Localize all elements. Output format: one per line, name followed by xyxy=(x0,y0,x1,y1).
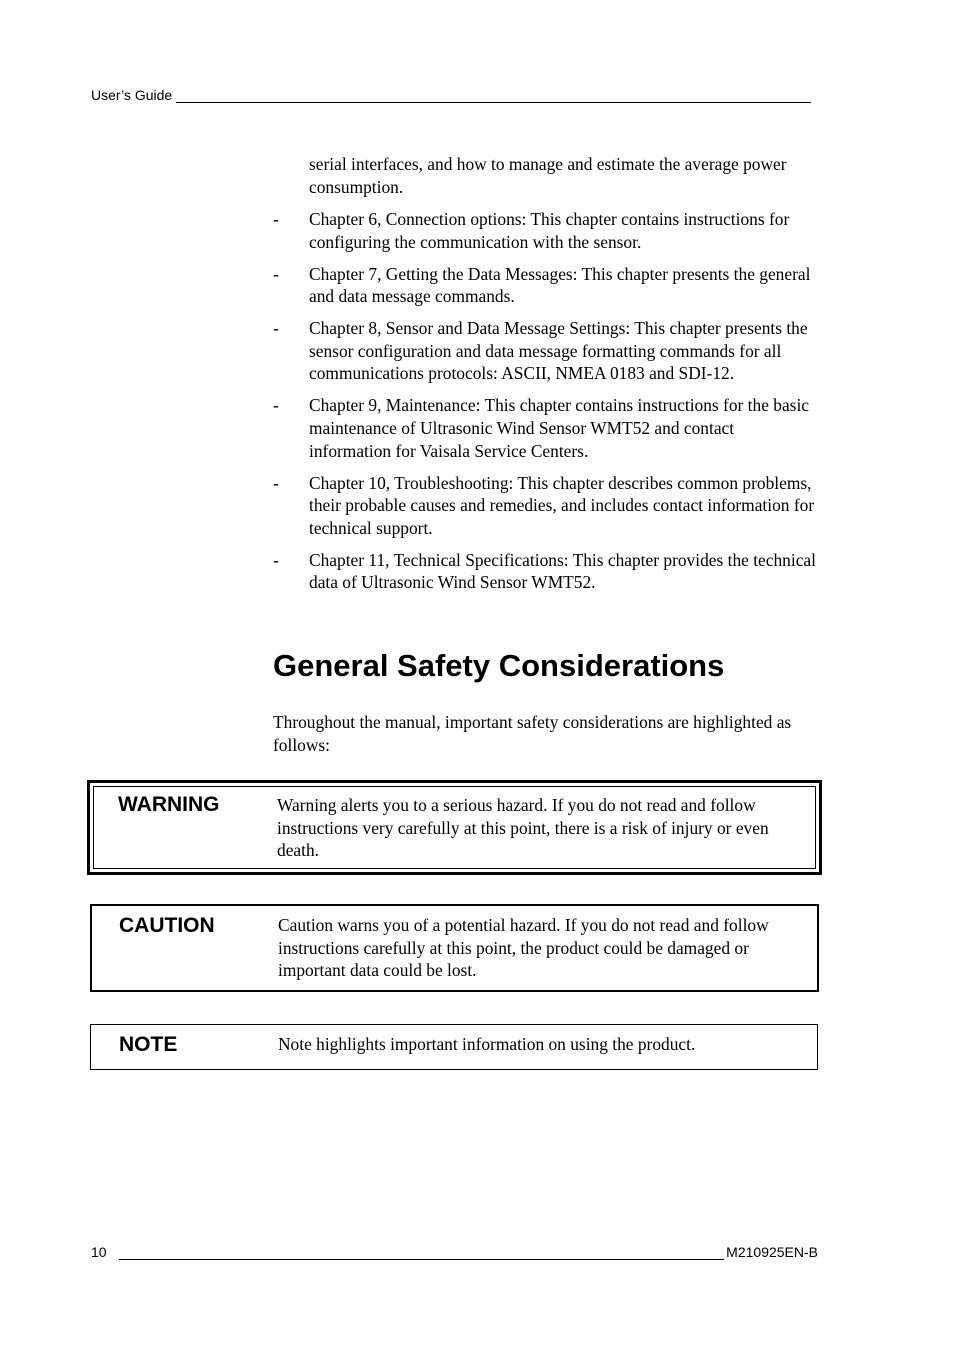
list-item-text: Chapter 7, Getting the Data Messages: This chapter presents the general and data message commands. xyxy=(309,263,811,307)
note-text: Note highlights important information on using the product. xyxy=(278,1034,696,1054)
list-item xyxy=(273,394,819,462)
list-item xyxy=(273,549,819,594)
warning-text: Warning alerts you to a serious hazard. If you do not read and follow instructions very carefully at this point, there is a risk of injury or even death. xyxy=(277,795,769,861)
page-footer xyxy=(91,1244,818,1260)
list-bullet: - xyxy=(273,318,279,339)
list-item-text: Chapter 10, Troubleshooting: This chapter describes common problems, their probable causes and remedies, and includes contact information for technical support. xyxy=(309,472,815,538)
note-box xyxy=(90,1024,818,1070)
list-bullet: - xyxy=(273,549,279,570)
document-code: M210925EN-B xyxy=(726,1244,818,1260)
warning-box xyxy=(87,780,822,875)
caution-text: Caution warns you of a potential hazard. If you do not read and follow instructions carefully at this point, the product could be damaged or important data could be lost. xyxy=(278,915,769,981)
section-intro: Throughout the manual, important safety considerations are highlighted as follows: xyxy=(273,712,792,755)
list-item xyxy=(273,317,819,385)
list-item-text: Chapter 11, Technical Specifications: This chapter provides the technical data of Ultrasonic Wind Sensor WMT52. xyxy=(309,549,816,593)
list-item xyxy=(273,263,819,308)
list-bullet: - xyxy=(273,472,279,493)
list-item-text: Chapter 6, Connection options: This chapter contains instructions for configuring the communication with the sensor. xyxy=(309,209,790,252)
caution-label: CAUTION xyxy=(119,914,215,937)
continuation-paragraph: serial interfaces, and how to manage and estimate the average power consumption. xyxy=(309,154,787,197)
note-label: NOTE xyxy=(119,1033,178,1056)
list-bullet: - xyxy=(273,263,279,284)
list-item-text: Chapter 9, Maintenance: This chapter contains instructions for the basic maintenance of Ultrasonic Wind Sensor WMT52 and contact information for Vaisala Service Centers. xyxy=(309,395,809,461)
caution-box xyxy=(90,904,819,992)
footer-rule xyxy=(119,1245,725,1260)
chapter-list xyxy=(273,208,819,603)
list-item xyxy=(273,208,819,253)
page-header xyxy=(91,87,811,103)
header-title: User’s Guide xyxy=(91,87,173,103)
list-bullet: - xyxy=(273,395,279,416)
list-item-text: Chapter 8, Sensor and Data Message Settings: This chapter presents the sensor configuration and data message formatting commands for all communications protocols: ASCII, NMEA 0183 and SDI-12. xyxy=(309,318,808,384)
list-item xyxy=(273,472,819,540)
warning-label: WARNING xyxy=(118,793,220,816)
list-bullet: - xyxy=(273,209,279,229)
section-heading: General Safety Considerations xyxy=(273,648,725,683)
page-number: 10 xyxy=(91,1244,107,1260)
header-rule xyxy=(176,88,811,103)
